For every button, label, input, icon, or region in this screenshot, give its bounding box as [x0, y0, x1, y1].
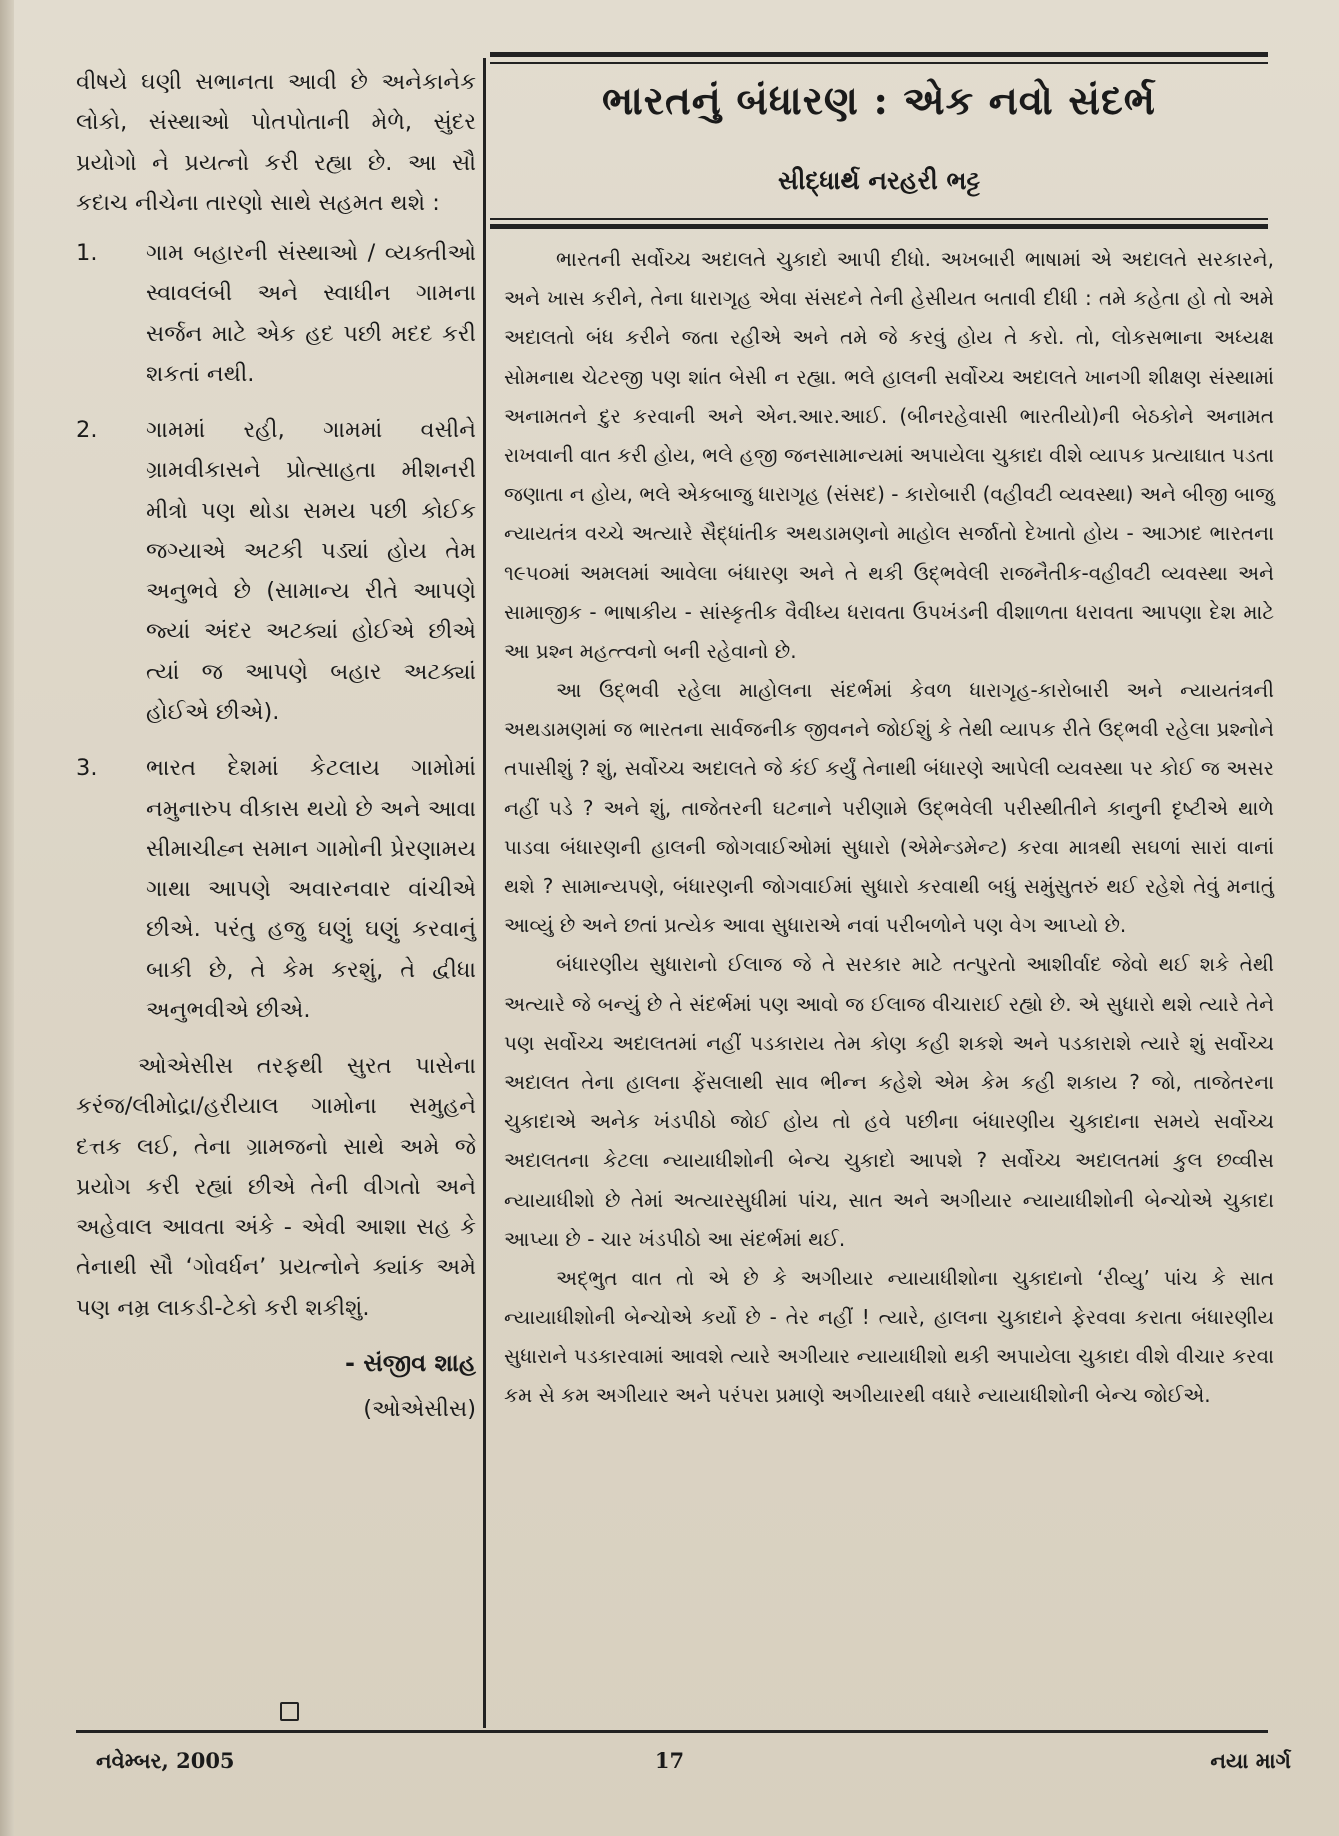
list-item — [76, 748, 476, 1030]
article-title: ભારતનું બંધારણ : એક નવો સંદર્ભ — [602, 78, 1156, 124]
article-paragraph: અદ્ભુત વાત તો એ છે કે અગીયાર ન્યાયાધીશોના ચુકાદાનો ‘રીવ્યુ’ પાંચ કે સાત ન્યાયાધીશોની બેન્ચોએ કર્યો છે - તેર નહીં ! ત્યારે, હાલના ચુકાદાને ફેરવવા કરાતા બંધારણીય સુધારાને પડકારવામાં આવશે ત્યારે અગીયાર ન્યાયાધીશો થકી અપાયેલા ચુકાદા વીશે વીચાર કરવા કમ સે કમ અગીયાર અને પરંપરા પ્રમાણે અગીયારથી વધારે ન્યાયાધીશોની બેન્ચ જોઈએ. — [504, 1265, 1274, 1408]
list-item-number: 3. — [76, 755, 98, 782]
list-item-number: 1. — [76, 240, 98, 267]
title-bottom-thin-rule — [490, 218, 1268, 220]
left-column — [76, 62, 476, 1429]
list-item-text: ગામમાં રહી, ગામમાં વસીને ગ્રામવીકાસને પ્રોત્સાહતા મીશનરી મીત્રો પણ થોડા સમય પછી કોઈક જગ્યાએ અટકી પડ્યાં હોય તેમ અનુભવે છે (સામાન્ય રીતે આપણે જ્યાં અંદર અટક્યાં હોઈએ છીએ ત્યાં જ આપણે બહાર અટક્યાં હોઈએ છીએ). — [146, 417, 476, 725]
publication-name: નયા માર્ગ — [1210, 1748, 1291, 1773]
column-divider — [483, 58, 486, 1728]
title-bottom-rule — [490, 224, 1268, 229]
left-intro-paragraph: વીષયે ઘણી સભાનતા આવી છે અનેકાનેક લોકો, સંસ્થાઓ પોતપોતાની મેળે, સુંદર પ્રયોગો ને પ્રયત્નો કરી રહ્યા છે. આ સૌ કદાચ નીચેના તારણો સાથે સહમત થશે : — [76, 69, 476, 216]
article-paragraph: આ ઉદ્ભવી રહેલા માહોલના સંદર્ભમાં કેવળ ધારાગૃહ-કારોબારી અને ન્યાયતંત્રની અથડામણમાં જ ભારતના સાર્વજનીક જીવનને જોઈશું કે તેથી વ્યાપક રીતે ઉદ્ભવી રહેલા પ્રશ્નોને તપાસીશું ? શું, સર્વોચ્ચ અદાલતે જે કંઈ કર્યું તેનાથી બંધારણે આપેલી વ્યવસ્થા પર કોઈ જ અસર નહીં પડે ? અને શું, તાજેતરની ઘટનાને પરીણામે ઉદ્ભવેલી પરીસ્થીતીને કાનુની દૃષ્ટીએ થાળે પાડવા બંધારણની હાલની જોગવાઈઓમાં સુધારો (એમેન્ડમેન્ટ) કરવા માત્રથી સઘળાં સારાં વાનાં થશે ? સામાન્યપણે, બંધારણની જોગવાઈમાં સુધારો કરવાથી બધું સમુંસુતરું થઈ રહેશે તેવું મનાતું આવ્યું છે અને છતાં પ્રત્યેક આવા સુધારાએ નવાં પરીબળોને પણ વેગ આપ્યો છે. — [504, 678, 1274, 938]
end-of-article-square-icon — [280, 1702, 299, 1721]
list-item-number: 2. — [76, 417, 98, 444]
list-item — [76, 410, 476, 732]
signature: - સંજીવ શાહ — [345, 1348, 476, 1377]
article-paragraph: બંધારણીય સુધારાનો ઈલાજ જે તે સરકાર માટે તત્પુરતો આશીર્વાદ જેવો થઈ શકે તેથી અત્યારે જે બન્યું છે તે સંદર્ભમાં પણ આવો જ ઈલાજ વીચારાઈ રહ્યો છે. એ સુધારો થશે ત્યારે તેને પણ સર્વોચ્ચ અદાલતમાં નહીં પડકારાય તેમ કોણ કહી શકશે અને પડકારાશે ત્યારે શું સર્વોચ્ચ અદાલત તેના હાલના ફેંસલાથી સાવ ભીન્ન કહેશે એમ કેમ કહી શકાય ? જો, તાજેતરના ચુકાદાએ અનેક ખંડપીઠો જોઈ હોય તો હવે પછીના બંધારણીય ચુકાદાના સમયે સર્વોચ્ચ અદાલતના કેટલા ન્યાયાધીશોની બેન્ચ ચુકાદો આપશે ? સર્વોચ્ચ અદાલતમાં કુલ છવ્વીસ ન્યાયાધીશો છે તેમાં અત્યારસુધીમાં પાંચ, સાત અને અગીયાર ન્યાયાધીશોની બેન્ચોએ ચુકાદા આપ્યા છે - ચાર ખંડપીઠો આ સંદર્ભમાં થઈ. — [504, 952, 1274, 1251]
title-top-rule — [490, 52, 1268, 57]
list-item — [76, 233, 476, 394]
footer-date: નવેમ્બર, 2005 — [96, 1748, 235, 1773]
page-number: 17 — [654, 1748, 685, 1773]
article-body — [504, 240, 1274, 1416]
footer-rule — [76, 1730, 1268, 1733]
conclusions-list — [76, 233, 476, 1030]
list-item-text: ગામ બહારની સંસ્થાઓ / વ્યક્તીઓ સ્વાવલંબી અને સ્વાધીન ગામના સર્જન માટે એક હદ પછી મદદ કરી શકતાં નથી. — [146, 240, 476, 387]
article-paragraph: ભારતની સર્વોચ્ચ અદાલતે ચુકાદો આપી દીધો. અખબારી ભાષામાં એ અદાલતે સરકારને, અને ખાસ કરીને, તેના ધારાગૃહ એવા સંસદને તેની હેસીયત બતાવી દીધી : તમે કહેતા હો તો અમે અદાલતો બંધ કરીને જતા રહીએ અને તમે જે કરવું હોય તે કરો. તો, લોકસભાના અધ્યક્ષ સોમનાથ ચેટરજી પણ શાંત બેસી ન રહ્યા. ભલે હાલની સર્વોચ્ચ અદાલતે ખાનગી શીક્ષણ સંસ્થામાં અનામતને દુર કરવાની અને એન.આર.આઈ. (બીનરહેવાસી ભારતીયો)ની બેઠકોને અનામત રાખવાની વાત કરી હોય, ભલે હજી જનસામાન્યમાં અપાયેલા ચુકાદા વીશે વ્યાપક પ્રત્યાઘાત પડતા જણાતા ન હોય, ભલે એકબાજુ ધારાગૃહ (સંસદ) - કારોબારી (વહીવટી વ્યવસ્થા) અને બીજી બાજુ ન્યાયતંત્ર વચ્ચે અત્યારે સૈદ્ધાંતીક અથડામણનો માહોલ સર્જાતો દેખાતો હોય - આઝાદ ભારતના ૧૯૫૦માં અમલમાં આવેલા બંધારણ અને તે થકી ઉદ્ભવેલી રાજનૈતીક-વહીવટી વ્યવસ્થા અને સામાજીક - ભાષાકીય - સાંસ્કૃતીક વૈવીધ્ય ધરાવતા ઉપખંડની વીશાળતા ધરાવતા આપણા દેશ માટે આ પ્રશ્ન મહત્ત્વનો બની રહેવાનો છે. — [504, 247, 1274, 663]
article-author: સીદ્ધાર્થ નરહરી ભટ્ટ — [777, 166, 981, 195]
left-closing-paragraph: ઓએસીસ તરફથી સુરત પાસેના કરંજ/લીમોદ્રા/હરીયાલ ગામોના સમુહને દત્તક લઈ, તેના ગ્રામજનો સાથે અમે જે પ્રયોગ કરી રહ્યાં છીએ તેની વીગતો અને અહેવાલ આવતા અંકે - એવી આશા સહ કે તેનાથી સૌ ‘ગોવર્ધન’ પ્રયત્નોને ક્યાંક અમે પણ નમ્ર લાકડી-ટેકો કરી શકીશું. — [76, 1053, 476, 1321]
page-edge-shadow — [0, 0, 14, 1836]
signature-organization: (ઓએસીસ) — [363, 1395, 476, 1422]
list-item-text: ભારત દેશમાં કેટલાય ગામોમાં નમુનારુપ વીકાસ થયો છે અને આવા સીમાચીહ્ન સમાન ગામોની પ્રેરણામય ગાથા આપણે અવારનવાર વાંચીએ છીએ. પરંતુ હજુ ઘણું ઘણું કરવાનું બાકી છે, તે કેમ કરશું, તે દ્વીધા અનુભવીએ છીએ. — [146, 755, 476, 1023]
title-top-thin-rule — [490, 62, 1268, 64]
